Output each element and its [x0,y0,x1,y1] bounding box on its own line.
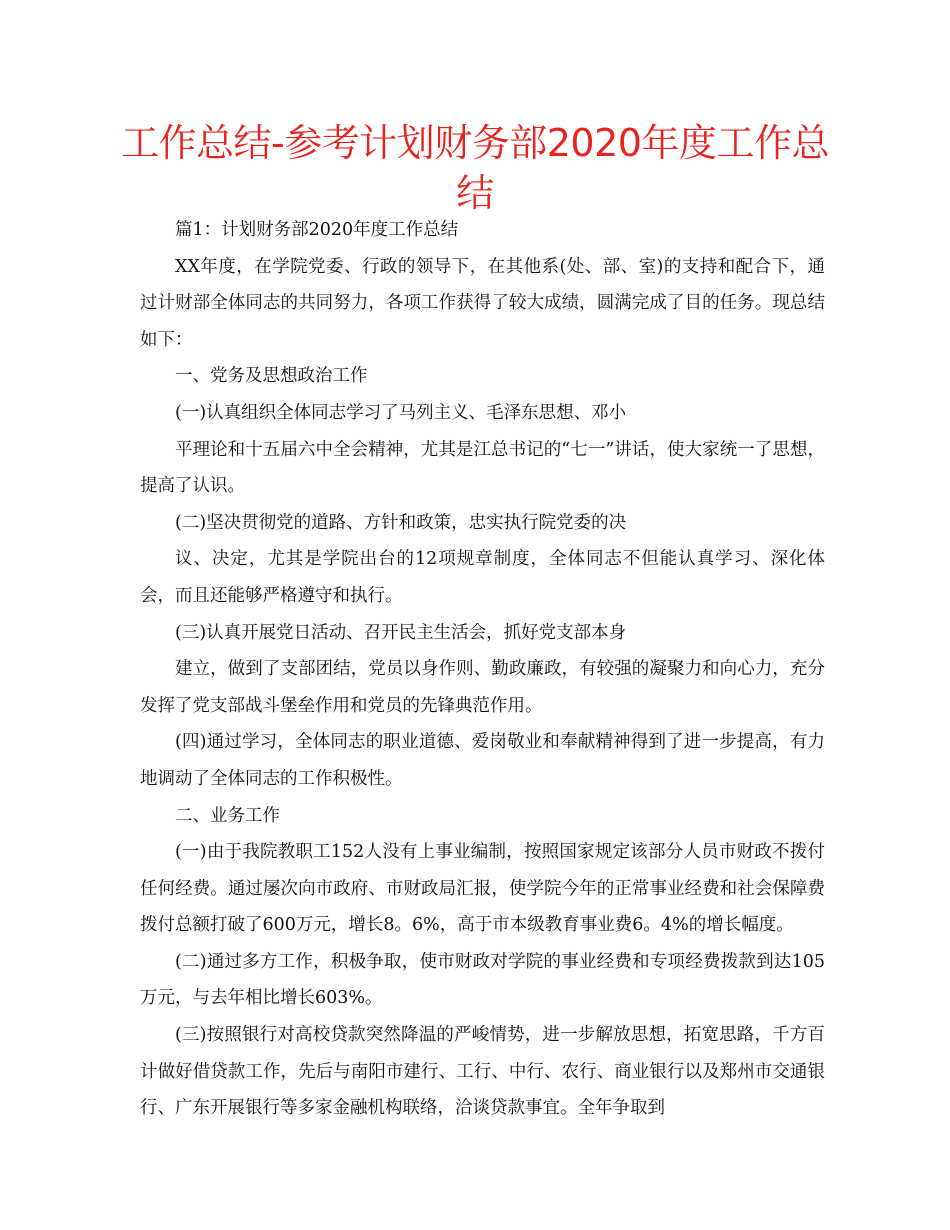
paragraph-3: (一)认真组织全体同志学习了马列主义、毛泽东思想、邓小 [175,402,627,423]
paragraph-1: 篇1：计划财务部2020年度工作总结 [175,220,459,240]
paragraph-7: (三)认真开展党日活动、召开民主生活会，抓好党支部本身 [175,622,627,643]
paragraph-6: 议、决定，尤其是学院出台的12项规章制度，全体同志不但能认真学习、深化体会，而且还能够严格遵守和执行。 [140,549,825,606]
paragraph-8: 建立，做到了支部团结，党员以身作则、勤政廉政，有较强的凝聚力和向心力，充分发挥了党支部战斗堡垒作用和党员的先锋典范作用。 [140,659,825,716]
section-heading-1: 一、党务及思想政治工作 [175,366,368,387]
paragraph-2: XX年度，在学院党委、行政的领导下，在其他系(处、部、室)的支持和配合下，通过计财部全体同志的共同努力，各项工作获得了较大成绩，圆满完成了目的任务。现总结如下： [140,256,825,350]
paragraph-12: (三)按照银行对高校贷款突然降温的严峻情势，进一步解放思想，拓宽思路，千方百计做好借贷款工作，先后与南阳市建行、工行、中行、农行、商业银行以及郑州市交通银行、广东开展银行等多家金融机构联络，洽谈贷款事宜。全年争取到 [140,1025,825,1119]
paragraph-9: (四)通过学习，全体同志的职业道德、爱岗敬业和奉献精神得到了进一步提高，有力地调动了全体同志的工作积极性。 [140,732,825,789]
document-title: 工作总结-参考计划财务部2020年度工作总结 [121,121,829,215]
section-heading-2: 二、业务工作 [175,805,280,826]
paragraph-10: (一)由于我院教职工152人没有上事业编制，按照国家规定该部分人员市财政不拨付任何经费。通过屡次向市政府、市财政局汇报，使学院今年的正常事业经费和社会保障费拨付总额打破了600万元，增长8。6%，高于市本级教育事业费6。4%的增长幅度。 [140,842,825,936]
paragraph-11: (二)通过多方工作，积极争取，使市财政对学院的事业经费和专项经费拨款到达105万元，与去年相比增长603%。 [140,951,825,1009]
paragraph-5: (二)坚决贯彻党的道路、方针和政策，忠实执行院党委的决 [175,512,627,533]
document-body [140,212,825,1127]
paragraph-4: 平理论和十五届六中全会精神，尤其是江总书记的“七一”讲话，使大家统一了思想，提高了认识。 [140,439,825,497]
